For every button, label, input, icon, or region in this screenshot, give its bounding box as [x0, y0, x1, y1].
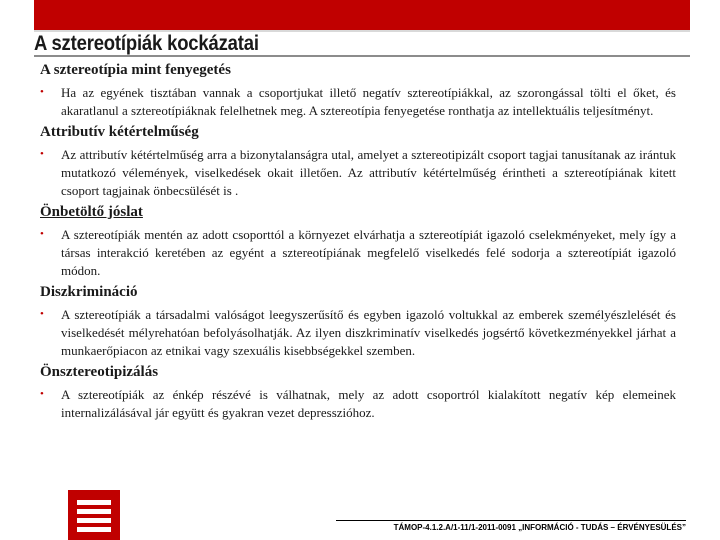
section-attributive-ambiguity: [40, 123, 676, 200]
bullet-item: [40, 84, 676, 120]
section-heading: Önsztereotipizálás: [40, 364, 159, 380]
project-logo-icon: [68, 490, 120, 540]
bullet-icon: •: [40, 308, 44, 320]
bullet-icon: •: [40, 148, 44, 160]
bullet-item: [40, 386, 676, 422]
bullet-item: [40, 226, 676, 280]
bullet-text: Ha az egyének tisztában vannak a csoportjukat illető negatív sztereotípiákkal, az szorongással tölti el őket, és akaratlanul a sztereotípiáknak felelhetnek meg. A sztereotípia fenyegetése ronthatja az intellektuális teljesítményt.: [61, 85, 676, 118]
logo-stripe: [77, 500, 111, 505]
bullet-text: A sztereotípiák mentén az adott csoporttól a környezet elvárhatja a sztereotípiát igazoló cselekményeket, mely így a társas interakció keretében az egyént a sztereotípiának megfelelő viselkedés felé sodorja a sztereotípiát igazoló módon.: [61, 227, 676, 278]
footer-project-id: TÁMOP-4.1.2.A/1-11/1-2011-0091 „INFORMÁCIÓ - TUDÁS – ÉRVÉNYESÜLÉS”: [336, 520, 686, 532]
logo-stripe: [77, 518, 111, 523]
section-heading: Attributív kétértelműség: [40, 124, 199, 140]
bullet-icon: •: [40, 388, 44, 400]
section-self-stereotyping: [40, 363, 676, 422]
section-self-fulfilling-prophecy: [40, 203, 676, 280]
slide-content: [40, 61, 676, 425]
header-accent-bar: [34, 0, 690, 30]
section-heading: Diszkrimináció: [40, 284, 138, 300]
title-underline: [34, 55, 690, 57]
bullet-text: A sztereotípiák az énkép részévé is válhatnak, mely az adott csoportról kialakított negatív kép elemeinek internalizálásával jár együtt és gyakran vezet depresszióhoz.: [61, 387, 676, 420]
bullet-item: [40, 146, 676, 200]
bullet-icon: •: [40, 228, 44, 240]
section-heading: A sztereotípia mint fenyegetés: [40, 62, 231, 78]
slide-title: A sztereotípiák kockázatai: [34, 32, 259, 55]
section-discrimination: [40, 283, 676, 360]
section-threat: [40, 61, 676, 120]
bullet-icon: •: [40, 86, 44, 98]
logo-stripe: [77, 527, 111, 532]
bullet-item: [40, 306, 676, 360]
bullet-text: A sztereotípiák a társadalmi valóságot leegyszerűsítő és egyben igazoló voltukkal az emberek személyészlelését és viselkedését mélyrehatóan befolyásolhatják. Az ilyen diszkriminatív viselkedés jogsértő következményekkel járhat a munkaerőpiacon az etnikai vagy szexuális kisebbségekkel szemben.: [61, 307, 676, 358]
bullet-text: Az attributív kétértelműség arra a bizonytalanságra utal, amelyet a sztereotipizált csoport tagjai tanusítanak az irántuk mutatkozó vélemények, viselkedések okait illetően. Az attributív kétértelműség érintheti a sztereotípiának kitett csoport tagjainak önbecsülését is .: [61, 147, 676, 198]
section-heading: Önbetöltő jóslat: [40, 204, 143, 220]
logo-stripe: [77, 509, 111, 514]
